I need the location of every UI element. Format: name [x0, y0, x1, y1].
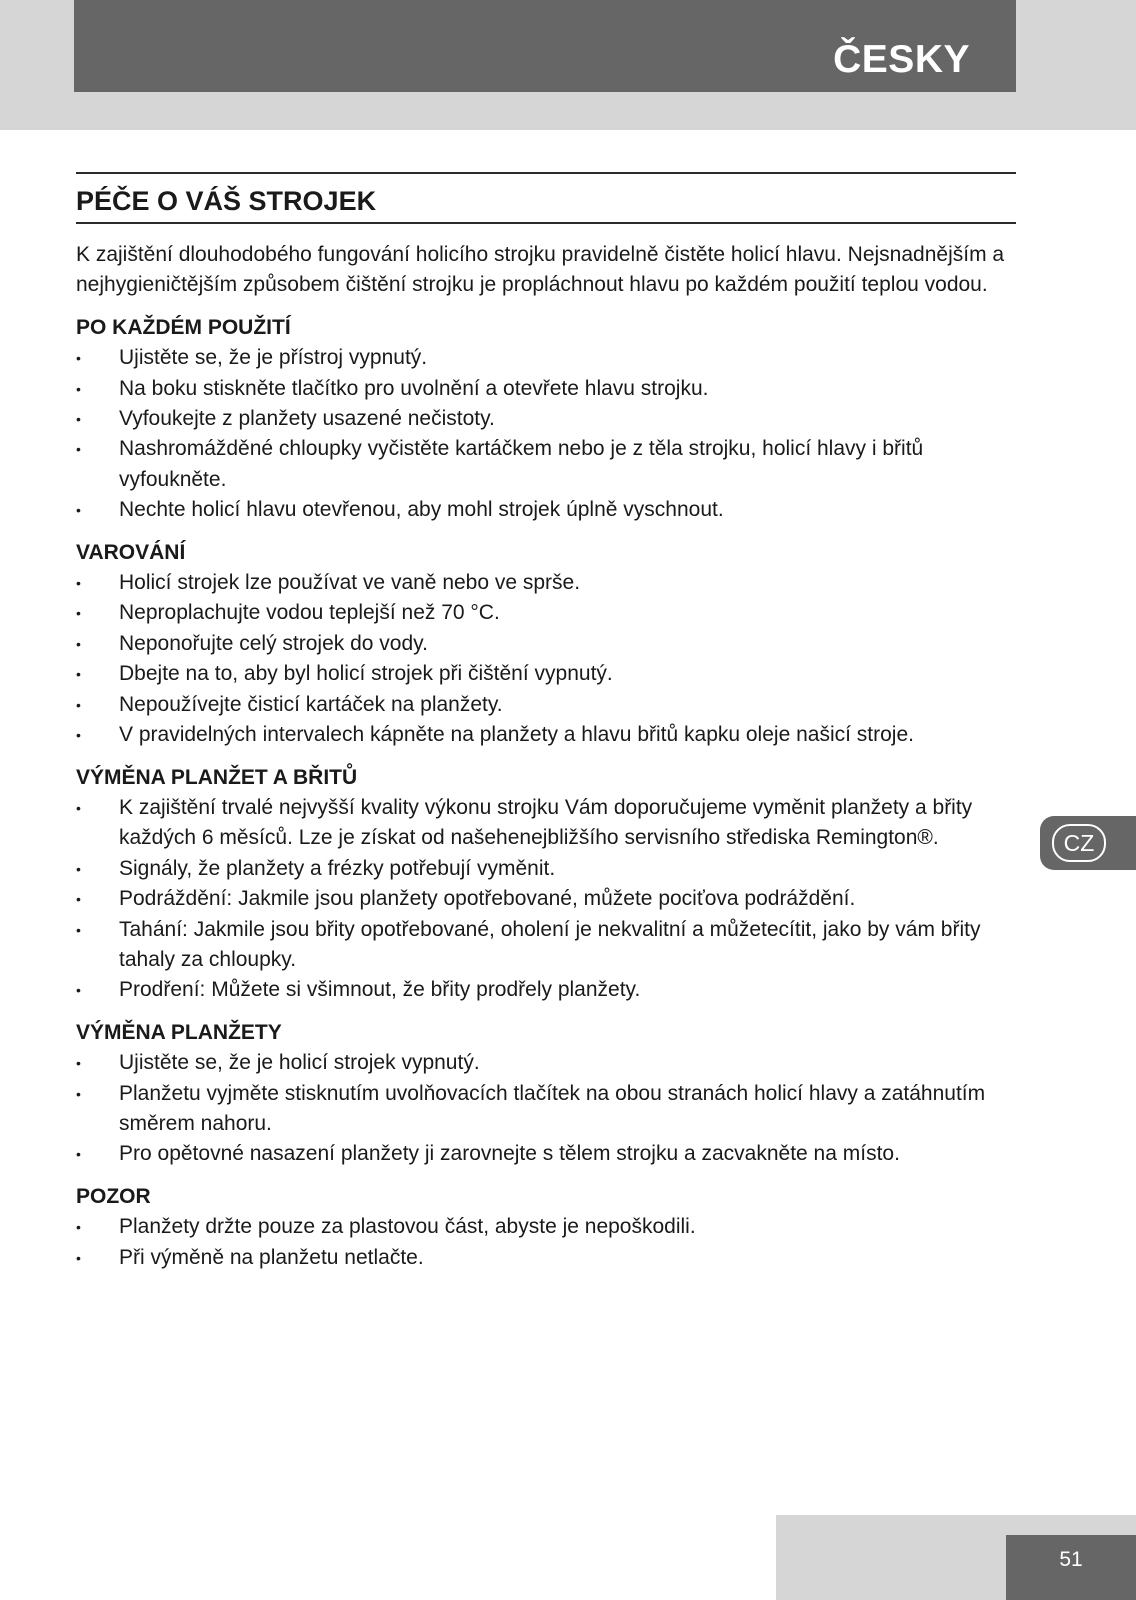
- list-item: • Holicí strojek lze používat ve vaně nebo ve sprše.: [76, 568, 1016, 598]
- bullet-icon: •: [76, 727, 81, 744]
- list-item: • Neproplachujte vodou teplejší než 70 °C.: [76, 598, 1016, 628]
- page-content: [76, 240, 1016, 1285]
- section-title: PÉČE O VÁŠ STROJEK: [76, 186, 377, 216]
- section-rule-top: [76, 172, 1016, 174]
- bullet-icon: •: [76, 696, 81, 713]
- heading-replace-foils-cutters: VÝMĚNA PLANŽET A BŘITŮ: [76, 765, 358, 789]
- list-item: • K zajištění trvalé nejvyšší kvality výkonu strojku Vám doporučujeme vyměnit planžety a břity každých 6 měsíců. Lze je získat od našehenejbližšího servisního střediska Remington®.: [76, 793, 1016, 854]
- page-number: 51: [1006, 1535, 1136, 1600]
- bullet-icon: •: [76, 502, 81, 519]
- section-rule-bottom: [76, 222, 1016, 224]
- bullet-icon: •: [76, 411, 81, 428]
- list-item: • Podráždění: Jakmile jsou planžety opotřebované, můžete pociťova podráždění.: [76, 884, 1016, 914]
- list-caution: [76, 1212, 1016, 1273]
- bullet-icon: •: [76, 891, 81, 908]
- list-item: • Vyfoukejte z planžety usazené nečistoty.: [76, 404, 1016, 434]
- bullet-icon: •: [76, 350, 81, 367]
- list-item: • Pro opětovné nasazení planžety ji zarovnejte s tělem strojku a zacvakněte na místo.: [76, 1139, 1016, 1169]
- list-item: • Nechte holicí hlavu otevřenou, aby mohl strojek úplně vyschnout.: [76, 495, 1016, 525]
- bullet-icon: •: [76, 982, 81, 999]
- bullet-icon: •: [76, 666, 81, 683]
- bullet-icon: •: [76, 799, 81, 816]
- list-item: • Tahání: Jakmile jsou břity opotřebované, oholení je nekvalitní a můžetecítit, jako by vám břity tahaly za chloupky.: [76, 915, 1016, 976]
- list-item: • Planžetu vyjměte stisknutím uvolňovacích tlačítek na obou stranách holicí hlavy a zatáhnutím směrem nahoru.: [76, 1079, 1016, 1140]
- list-warning: [76, 568, 1016, 750]
- bullet-icon: •: [76, 1085, 81, 1102]
- bullet-icon: •: [76, 605, 81, 622]
- list-replace-foils-cutters: [76, 793, 1016, 1006]
- heading-warning: VAROVÁNÍ: [76, 540, 186, 564]
- list-item: • Planžety držte pouze za plastovou část, abyste je nepoškodili.: [76, 1212, 1016, 1242]
- bullet-icon: •: [76, 1146, 81, 1163]
- bullet-icon: •: [76, 441, 81, 458]
- list-item: • Nepoužívejte čisticí kartáček na planžety.: [76, 690, 1016, 720]
- heading-after-each-use: PO KAŽDÉM POUŽITÍ: [76, 315, 291, 339]
- list-item: • Dbejte na to, aby byl holicí strojek při čištění vypnutý.: [76, 659, 1016, 689]
- bullet-icon: •: [76, 921, 81, 938]
- list-item: • Při výměně na planžetu netlačte.: [76, 1243, 1016, 1273]
- language-title: ČESKY: [833, 38, 970, 81]
- heading-replace-foil: VÝMĚNA PLANŽETY: [76, 1020, 282, 1044]
- list-item: • Nashromážděné chloupky vyčistěte kartáčkem nebo je z těla strojku, holicí hlavy i břitů vyfoukněte.: [76, 434, 1016, 495]
- bullet-icon: •: [76, 635, 81, 652]
- bullet-icon: •: [76, 860, 81, 877]
- list-after-each-use: [76, 343, 1016, 525]
- list-item: • Ujistěte se, že je holicí strojek vypnutý.: [76, 1048, 1016, 1078]
- list-item: • Signály, že planžety a frézky potřebují vyměnit.: [76, 854, 1016, 884]
- bullet-icon: •: [76, 1219, 81, 1236]
- list-item: • V pravidelných intervalech kápněte na planžety a hlavu břitů kapku oleje našicí stroje.: [76, 720, 1016, 750]
- language-side-tab: [1040, 816, 1136, 870]
- intro-paragraph: K zajištění dlouhodobého fungování holicího strojku pravidelně čistěte holicí hlavu. Nejsnadnějším a nejhygieničtějším způsobem čištění strojku je propláchnout hlavu po každém použití teplou vodou.: [76, 243, 1005, 297]
- bullet-icon: •: [76, 575, 81, 592]
- heading-caution: POZOR: [76, 1184, 151, 1208]
- bullet-icon: •: [76, 1055, 81, 1072]
- list-item: • Prodření: Můžete si všimnout, že břity prodřely planžety.: [76, 975, 1016, 1005]
- list-replace-foil: [76, 1048, 1016, 1170]
- language-badge: CZ: [1052, 824, 1106, 862]
- list-item: • Na boku stiskněte tlačítko pro uvolnění a otevřete hlavu strojku.: [76, 374, 1016, 404]
- list-item: • Neponořujte celý strojek do vody.: [76, 629, 1016, 659]
- language-header-bar: [74, 0, 1016, 92]
- bullet-icon: •: [76, 1249, 81, 1266]
- bullet-icon: •: [76, 380, 81, 397]
- list-item: • Ujistěte se, že je přístroj vypnutý.: [76, 343, 1016, 373]
